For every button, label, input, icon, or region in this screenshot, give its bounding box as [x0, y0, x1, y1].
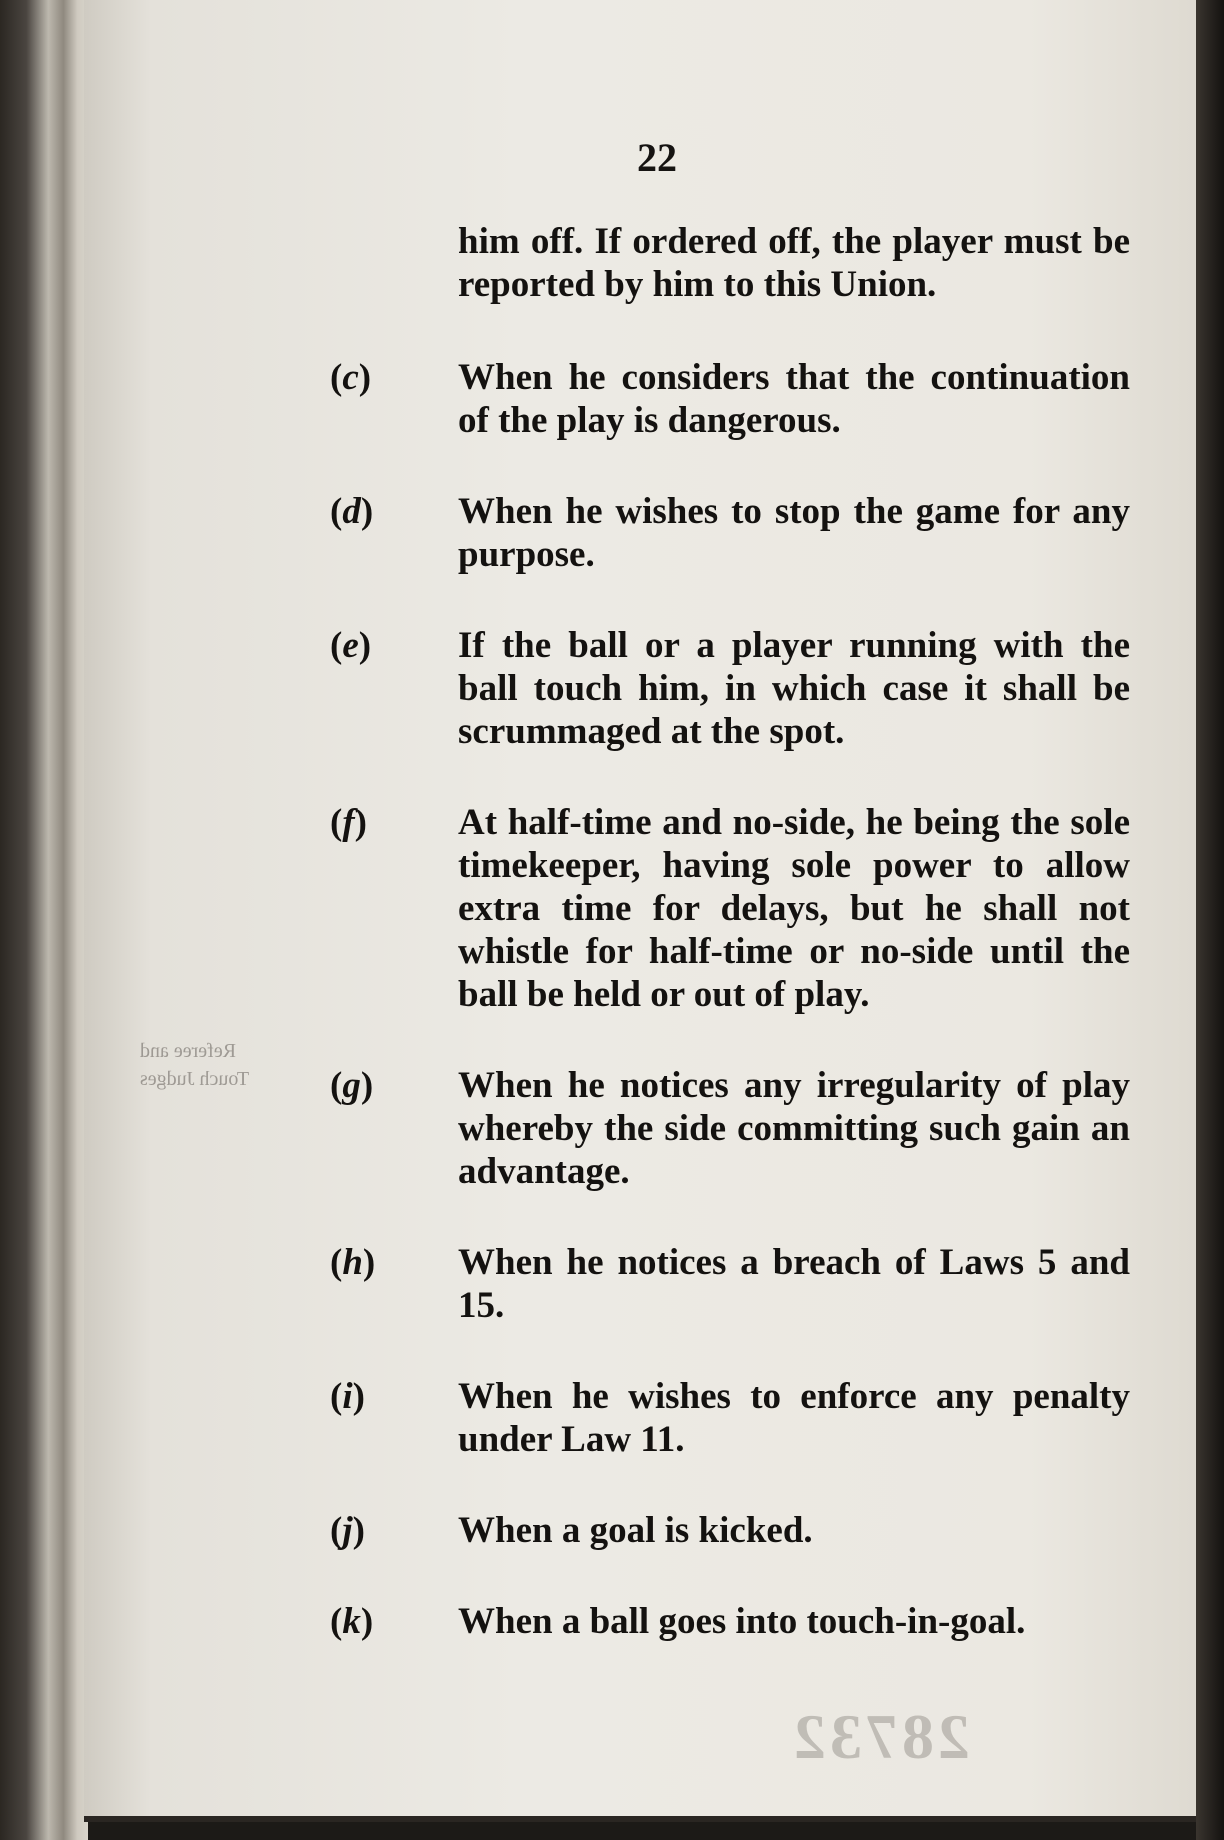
list-item	[330, 1509, 1130, 1552]
page-number: 22	[637, 135, 677, 180]
item-marker: (i)	[330, 1376, 365, 1417]
list-item	[330, 1064, 1130, 1193]
margin-note-bleed: Touch Judges	[140, 1068, 250, 1090]
item-marker: (e)	[330, 625, 372, 666]
margin-note-bleed: Referee and	[140, 1040, 237, 1062]
page-edge	[1196, 0, 1224, 1840]
item-text: When a goal is kicked.	[458, 1510, 813, 1551]
list-item	[330, 1375, 1130, 1461]
item-marker: (j)	[330, 1510, 365, 1551]
list-item	[330, 1241, 1130, 1327]
item-marker: (g)	[330, 1065, 374, 1106]
item-marker: (d)	[330, 491, 374, 532]
item-text: When he notices any irregularity of play whereby the side committing such gain an advantage.	[458, 1065, 1130, 1192]
item-text: If the ball or a player running with the ball touch him, in which case it shall be scrummaged at the spot.	[458, 625, 1130, 752]
list-item	[330, 356, 1130, 442]
continuation-paragraph: him off. If ordered off, the player must be reported by him to this Union.	[458, 221, 1130, 305]
item-text: At half-time and no-side, he being the sole timekeeper, having sole power to allow extra time for delays, but he shall not whistle for half-time or no-side until the ball be held or out of play.	[458, 802, 1130, 1015]
list-item	[330, 801, 1130, 1016]
item-text: When a ball goes into touch-in-goal.	[458, 1601, 1026, 1642]
library-stamp-bleed: 28732	[790, 1701, 970, 1772]
list-item	[330, 490, 1130, 576]
list-item	[330, 624, 1130, 753]
item-marker: (f)	[330, 802, 367, 843]
item-text: When he considers that the continuation of the play is dangerous.	[458, 357, 1130, 441]
item-marker: (c)	[330, 357, 372, 398]
body-text	[330, 220, 1130, 1691]
item-text: When he wishes to stop the game for any purpose.	[458, 491, 1130, 575]
book-binding	[0, 0, 88, 1840]
item-text: When he wishes to enforce any penalty under Law 11.	[458, 1376, 1130, 1460]
item-text: When he notices a breach of Laws 5 and 15.	[458, 1242, 1130, 1326]
item-marker: (h)	[330, 1242, 376, 1283]
item-marker: (k)	[330, 1601, 374, 1642]
list-item	[330, 1600, 1130, 1643]
